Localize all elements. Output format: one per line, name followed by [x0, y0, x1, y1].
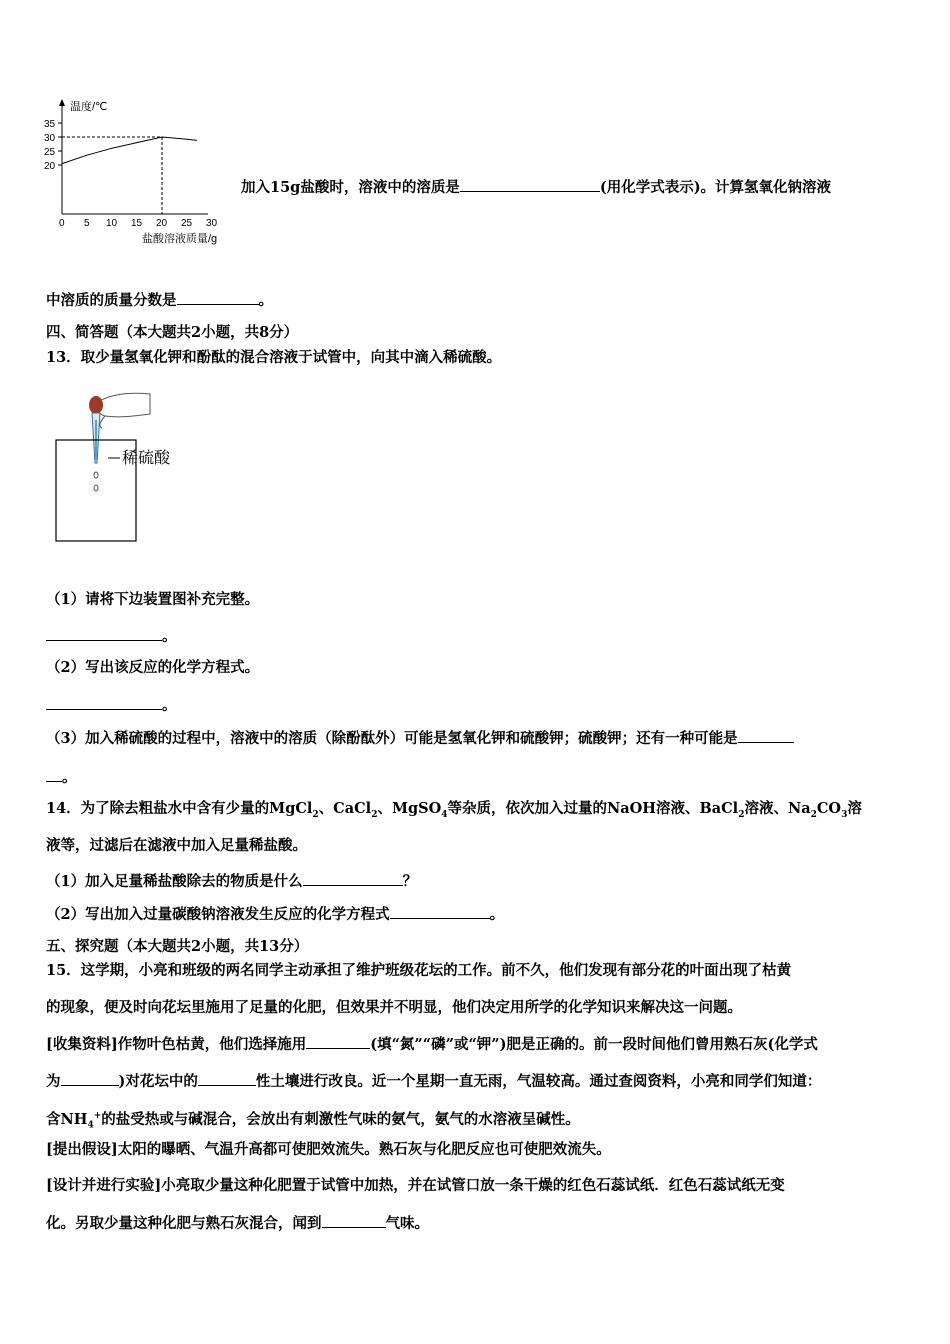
x-tick-30: 30	[206, 218, 218, 229]
drop-1	[94, 472, 98, 478]
q15-line3: [收集资料]作物叶色枯黄，他们选择施用 (填“氮”“磷”或“钾”)肥是正确的。前一段时间他们曾用熟石灰(化学式	[46, 1036, 818, 1053]
answer-blank[interactable]	[46, 626, 162, 641]
q13-part1-answer: 。	[46, 626, 177, 646]
dropper-figure	[50, 380, 190, 550]
answer-blank[interactable]	[390, 904, 490, 919]
q14-part2: （2）写出加入过量碳酸钠溶液发生反应的化学方程式 。	[46, 906, 505, 923]
q13-part1: （1）请将下边装置图补充完整。	[46, 591, 260, 608]
answer-blank[interactable]	[738, 728, 794, 743]
temperature-graph	[38, 96, 238, 251]
q14-line2: 液等，过滤后在滤液中加入足量稀盐酸。	[46, 837, 307, 854]
dropper-bulb	[89, 396, 103, 414]
q15-line6: [提出假设]太阳的曝晒、气温升高都可使肥效流失。熟石灰与化肥反应也可使肥效流失。	[46, 1141, 611, 1158]
q13-stem: 13．取少量氢氧化钾和酚酞的混合溶液于试管中，向其中滴入稀硫酸。	[46, 349, 502, 366]
answer-blank[interactable]	[46, 767, 62, 782]
x-tick-25: 25	[181, 218, 193, 229]
answer-blank[interactable]	[303, 871, 403, 886]
x-tick-0: 0	[59, 218, 65, 229]
x-tick-10: 10	[106, 218, 118, 229]
y-axis-label: 温度/℃	[70, 101, 108, 113]
x-tick-15: 15	[131, 218, 143, 229]
drop-2	[94, 485, 98, 491]
section5-title: 五、探究题（本大题共2小题，共13分）	[46, 938, 309, 955]
q12-line1: 加入15g盐酸时，溶液中的溶质是 (用化学式表示)。计算氢氧化钠溶液	[241, 179, 832, 196]
temperature-curve	[62, 137, 197, 210]
q13-part3: （3）加入稀硫酸的过程中，溶液中的溶质（除酚酞外）可能是氢氧化钾和硫酸钾；硫酸钾；还有一种可能是	[46, 728, 794, 748]
x-ticks	[59, 218, 218, 229]
answer-blank[interactable]	[46, 695, 162, 710]
answer-blank[interactable]	[460, 177, 600, 192]
y-axis-arrow	[59, 99, 65, 106]
x-axis-label: 盐酸溶液质量/g	[142, 233, 218, 245]
y-tick-20: 20	[44, 161, 56, 172]
q12-line2: 中溶质的质量分数是 。	[46, 292, 273, 309]
q13-part2-answer: 。	[46, 695, 177, 715]
x-tick-20: 20	[156, 218, 168, 229]
q15-line7: [设计并进行实验]小亮取少量这种化肥置于试管中加热，并在试管口放一条干燥的红色石蕊试纸．红色石蕊试纸无变	[46, 1177, 785, 1194]
q15-line8: 化。另取少量这种化肥与熟石灰混合，闻到 气味。	[46, 1215, 429, 1232]
answer-blank[interactable]	[322, 1213, 386, 1228]
q15-line1: 15．这学期，小亮和班级的两名同学主动承担了维护班级花坛的工作。前不久，他们发现有部分花的叶面出现了枯黄	[46, 962, 792, 979]
q15-line4: 为 )对花坛中的 性土壤进行改良。近一个星期一直无雨，气温较高。通过查阅资料，小亮和同学们知道：	[46, 1073, 822, 1090]
answer-blank[interactable]	[198, 1071, 256, 1086]
dropper-label: 稀硫酸	[122, 450, 171, 467]
q15-line2: 的现象，便及时向花坛里施用了足量的化肥，但效果并不明显，他们决定用所学的化学知识来解决这一问题。	[46, 999, 742, 1016]
q15-line5: 含$NH_4^+$的盐受热或与碱混合，会放出有刺激性气味的氨气，氨气的水溶液呈碱性。	[46, 1110, 580, 1131]
q14-line1: 14．为了除去粗盐水中含有少量的MgCl$_2$、CaCl$_2$、MgSO$_4$等杂质，依次加入过量的NaOH溶液、BaCl$_2$溶液、$Na_2CO_3$溶	[46, 800, 862, 820]
y-tick-30: 30	[44, 133, 56, 144]
answer-blank[interactable]	[177, 290, 259, 305]
y-tick-35: 35	[44, 119, 56, 130]
answer-blank[interactable]	[61, 1071, 119, 1086]
y-tick-25: 25	[44, 147, 56, 158]
q13-part3-cont: 。	[46, 767, 77, 787]
hand-illustration	[96, 393, 150, 417]
q14-part1: （1）加入足量稀盐酸除去的物质是什么 ？	[46, 873, 418, 890]
answer-blank[interactable]	[306, 1034, 370, 1049]
section4-title: 四、简答题（本大题共2小题，共8分）	[46, 324, 299, 341]
q13-part2: （2）写出该反应的化学方程式。	[46, 659, 260, 676]
y-ticks	[44, 119, 62, 172]
x-tick-5: 5	[84, 218, 90, 229]
